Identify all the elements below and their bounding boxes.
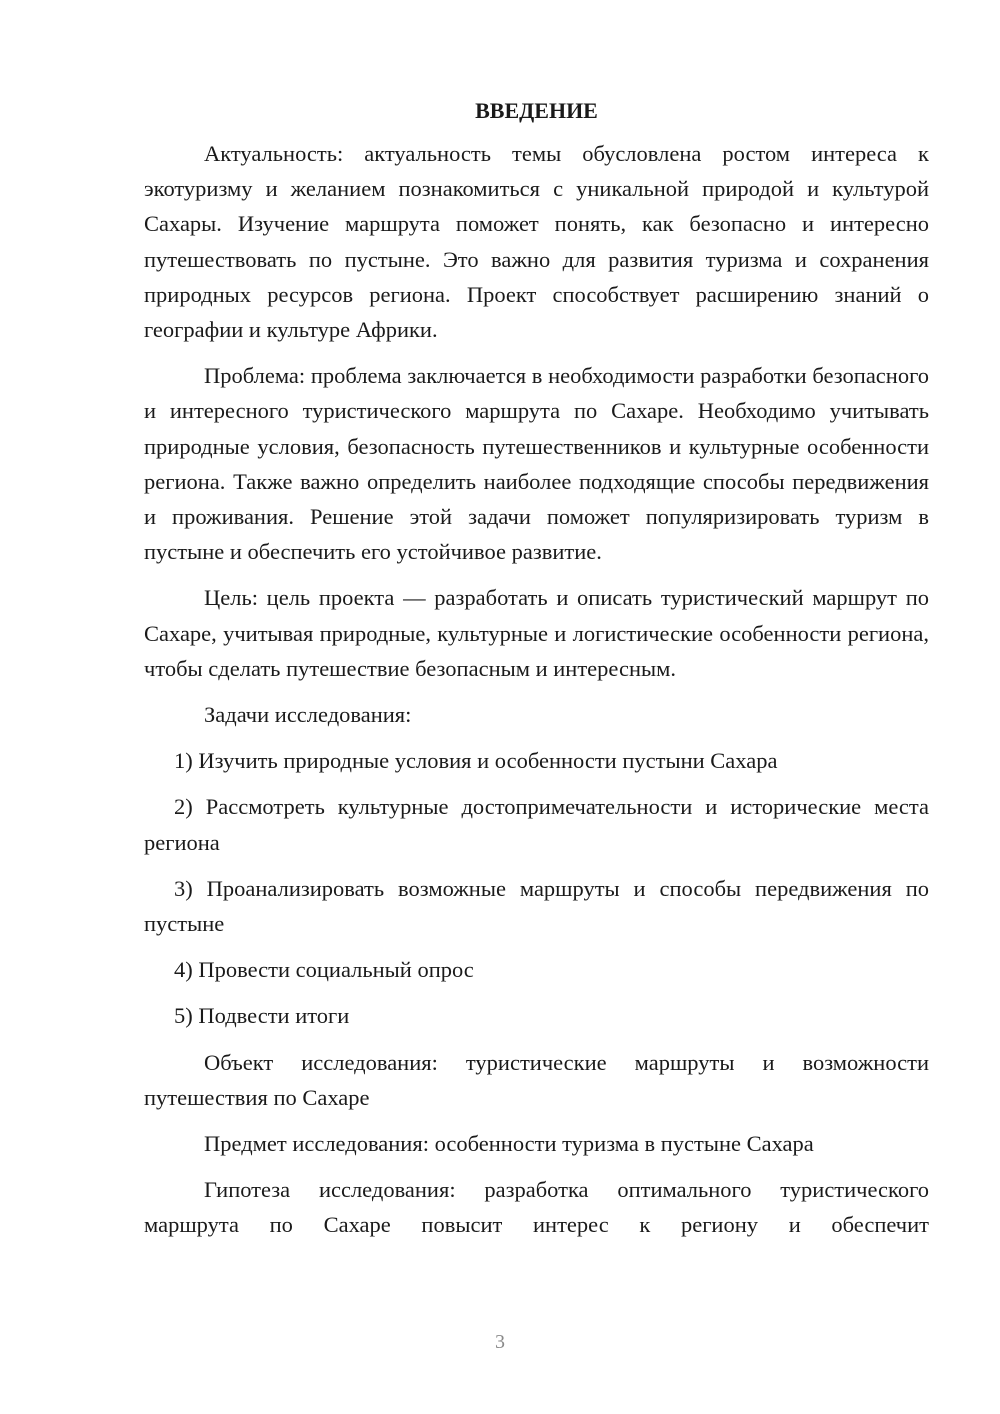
paragraph-subject: Предмет исследования: особенности туризма в пустыне Сахара	[204, 1131, 814, 1157]
task-item-1: 1) Изучить природные условия и особенности пустыни Сахара	[174, 748, 778, 774]
paragraph-problem: Проблема: проблема заключается в необходимости разработки безопасного и интересного туристического маршрута по Сахаре. Необходимо учитывать природные условия, безопасность путешественников и культурные особенности региона. Также важно определить наиболее подходящие способы передвижения и проживания. Решение этой задачи поможет популяризировать туризм в пустыне и обеспечить его устойчивое развитие.	[144, 363, 929, 565]
paragraph-hypothesis: Гипотеза исследования: разработка оптимального туристического маршрута по Сахаре повысит интерес к региону и обеспечит	[144, 1177, 929, 1238]
paragraph-relevance: Актуальность: актуальность темы обусловлена ростом интереса к экотуризму и желанием познакомиться с уникальной природой и культурой Сахары. Изучение маршрута поможет понять, как безопасно и интересно путешествовать по пустыне. Это важно для развития туризма и сохранения природных ресурсов региона. Проект способствует расширению знаний о географии и культуре Африки.	[144, 141, 929, 343]
section-heading: ВВЕДЕНИЕ	[475, 98, 598, 123]
task-item-4: 4) Провести социальный опрос	[174, 957, 474, 983]
task-item-5: 5) Подвести итоги	[174, 1003, 350, 1029]
document-body	[144, 96, 929, 1254]
paragraph-goal: Цель: цель проекта — разработать и описать туристический маршрут по Сахаре, учитывая природные, культурные и логистические особенности региона, чтобы сделать путешествие безопасным и интересным.	[144, 585, 929, 681]
paragraph-tasks-intro: Задачи исследования:	[204, 702, 412, 728]
page-number: 3	[495, 1331, 505, 1353]
task-item-2: 2) Рассмотреть культурные достопримечательности и исторические места региона	[144, 794, 929, 855]
task-item-3: 3) Проанализировать возможные маршруты и способы передвижения по пустыне	[144, 875, 929, 937]
paragraph-object: Объект исследования: туристические маршруты и возможности путешествия по Сахаре	[144, 1049, 929, 1110]
